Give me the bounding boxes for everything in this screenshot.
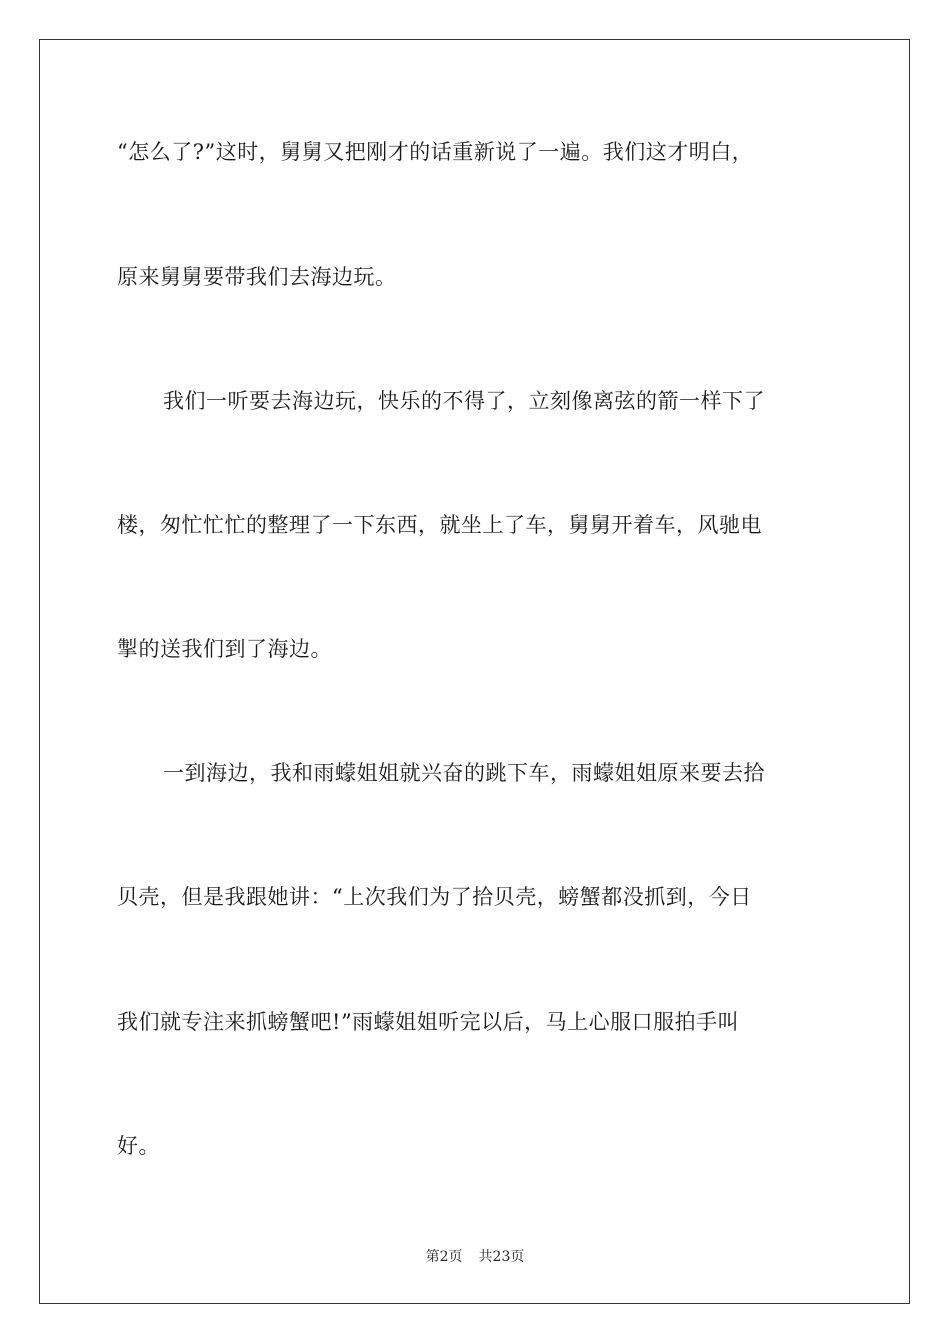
- total-pages-label: 共23页: [478, 1249, 525, 1265]
- page-border: [39, 39, 910, 1304]
- text-line-5: 掣的送我们到了海边。: [117, 637, 332, 661]
- text-line-8: 我们就专注来抓螃蟹吧!”雨蠓姐姐听完以后，马上心服口服拍手叫: [117, 1010, 740, 1034]
- text-line-4: 楼，匆忙忙忙的整理了一下东西，就坐上了车，舅舅开着车，风驰电: [117, 513, 762, 537]
- text-line-3: 我们一听要去海边玩，快乐的不得了，立刻像离弦的箭一样下了: [163, 389, 765, 413]
- text-line-1: “怎么了?”这时，舅舅又把刚才的话重新说了一遍。我们这才明白，: [117, 140, 754, 164]
- text-line-6: 一到海边，我和雨蠓姐姐就兴奋的跳下车，雨蠓姐姐原来要去拾: [163, 761, 765, 785]
- text-line-2: 原来舅舅要带我们去海边玩。: [117, 265, 397, 289]
- text-line-7: 贝壳，但是我跟她讲：“上次我们为了拾贝壳，螃蟹都没抓到，今日: [117, 885, 752, 909]
- page-footer: [0, 1248, 950, 1266]
- text-line-9: 好。: [117, 1134, 160, 1158]
- current-page-label: 第2页: [425, 1249, 463, 1265]
